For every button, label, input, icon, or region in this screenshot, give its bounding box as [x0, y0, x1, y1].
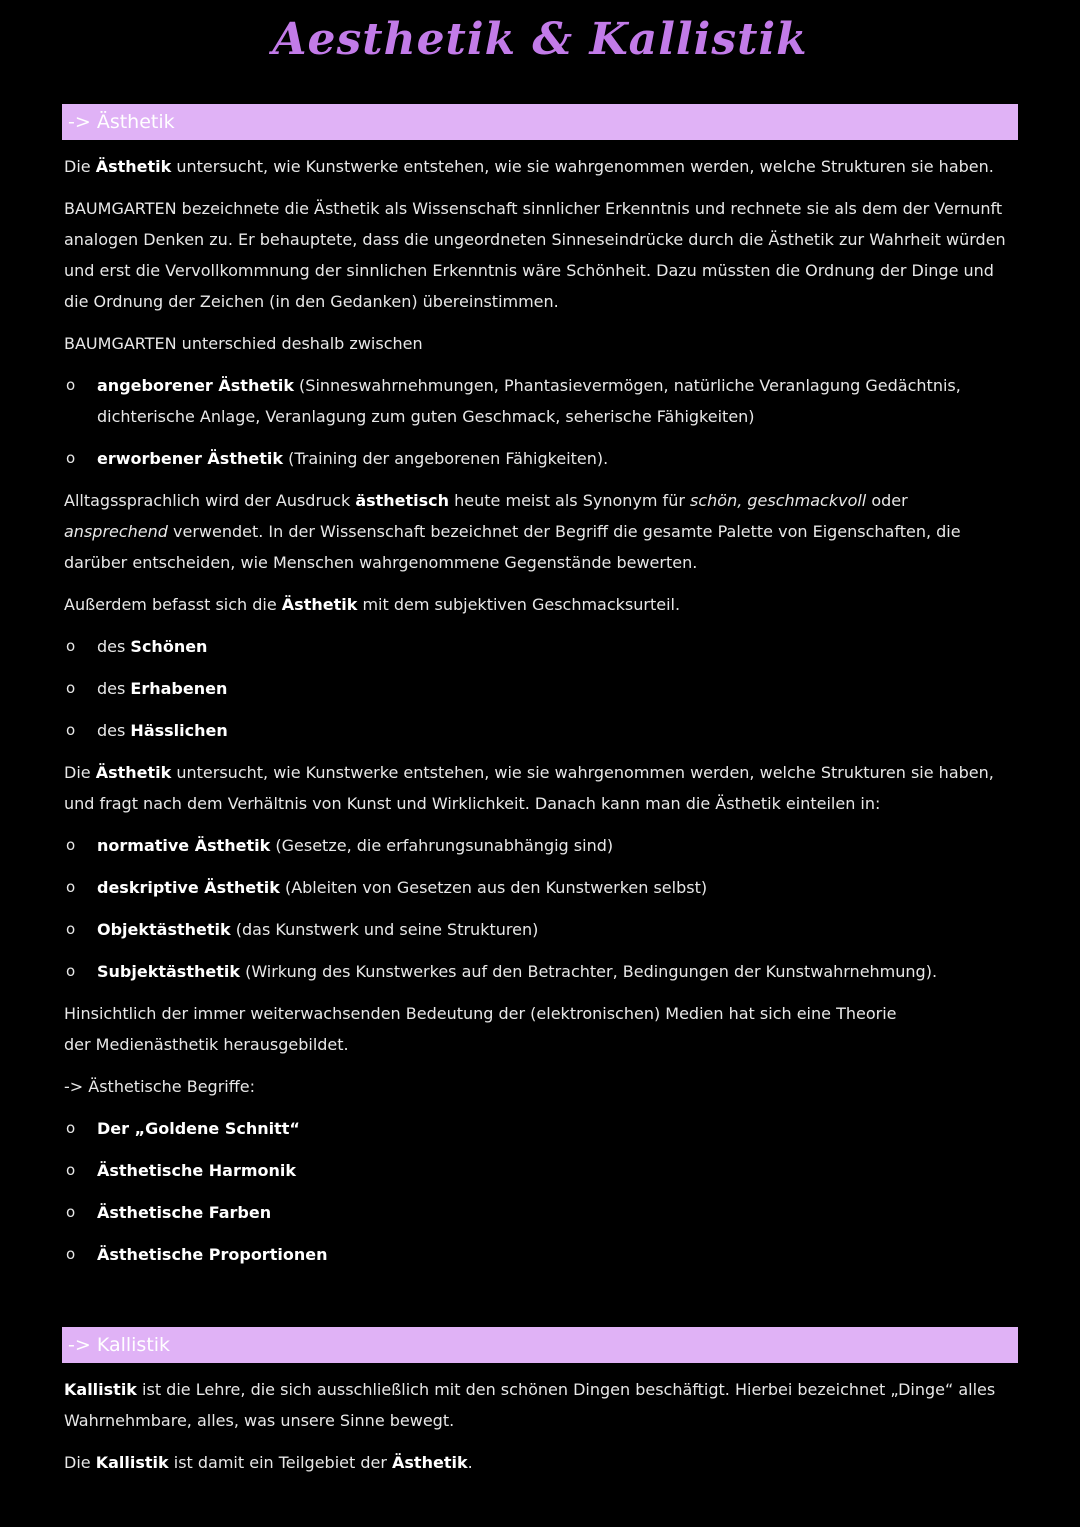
- section-body-aesthetik: [64, 151, 1009, 1281]
- term: Ästhetische Farben: [97, 1203, 272, 1222]
- text: untersucht, wie Kunstwerke entstehen, wie sie wahrgenommen werden, welche Strukturen sie haben.: [171, 157, 994, 176]
- text: Die: [64, 157, 96, 176]
- paragraph-baumgarten: BAUMGARTEN bezeichnete die Ästhetik als Wissenschaft sinnlicher Erkenntnis und rechnete sie als dem der Vernunft analogen Denken zu. Er behauptete, dass die ungeordneten Sinneseindrücke durch die Ästhetik zur Wahrheit würden und erst die Vervollkommnung der sinnlichen Erkenntnis wäre Schönheit. Dazu müssten die Ordnung der Dinge und die Ordnung der Zeichen (in den Gedanken) übereinstimmen.: [64, 199, 1006, 311]
- text: (Training der angeborenen Fähigkeiten).: [282, 449, 609, 468]
- bullet-icon: o: [66, 1203, 76, 1221]
- term-kallistik: Kallistik: [95, 1453, 169, 1472]
- text: ist damit ein Teilgebiet der: [168, 1453, 393, 1472]
- term: Erhabenen: [130, 679, 228, 698]
- list-aesthetik-arten: [64, 830, 1009, 987]
- term-aesthetik: Ästhetik: [392, 1453, 468, 1472]
- list-item: [64, 872, 1009, 903]
- bullet-icon: o: [66, 878, 76, 896]
- term: normative Ästhetik: [97, 836, 271, 855]
- term-kallistik: Kallistik: [64, 1380, 137, 1399]
- list-baumgarten-types: [64, 370, 1009, 474]
- term: angeborener Ästhetik: [97, 376, 294, 395]
- text: heute meist als Synonym für: [449, 491, 690, 510]
- paragraph-kallistik-definition: [64, 1374, 1009, 1436]
- paragraph-definition: [64, 151, 1009, 182]
- bullet-icon: o: [66, 1245, 76, 1263]
- term: erworbener Ästhetik: [97, 449, 283, 468]
- section-header-kallistik: -> Kallistik: [62, 1327, 1018, 1363]
- section-body-kallistik: [64, 1374, 1009, 1489]
- term: ästhetisch: [355, 491, 450, 510]
- text: (Sinneswahrnehmungen, Phantasievermögen, natürliche Veranlagung Gedächtnis, dichterische Anlage, Veranlagung zum guten Geschmack, seherische Fähigkeiten): [97, 376, 961, 426]
- list-item: [64, 673, 1009, 704]
- bullet-icon: o: [66, 449, 76, 467]
- list-item: [64, 914, 1009, 945]
- bullet-icon: o: [66, 721, 76, 739]
- list-item: [64, 956, 1009, 987]
- bullet-icon: o: [66, 836, 76, 854]
- term: Ästhetik: [281, 595, 358, 614]
- list-item: [64, 715, 1009, 746]
- paragraph-baumgarten-distinction: BAUMGARTEN unterschied deshalb zwischen: [64, 334, 423, 353]
- term: Subjektästhetik: [97, 962, 240, 981]
- paragraph-kallistik-teilgebiet: [64, 1447, 1009, 1478]
- term: Der „Goldene Schnitt“: [97, 1119, 300, 1138]
- text: (Ableiten von Gesetzen aus den Kunstwerken selbst): [279, 878, 708, 897]
- term: Hässlichen: [130, 721, 228, 740]
- text: Die: [64, 1453, 96, 1472]
- text: (Gesetze, die erfahrungsunabhängig sind): [270, 836, 614, 855]
- text: des: [97, 721, 131, 740]
- term: Objektästhetik: [97, 920, 231, 939]
- term: Ästhetische Harmonik: [97, 1161, 297, 1180]
- italic-text: schön, geschmackvoll: [690, 491, 867, 510]
- text: ist die Lehre, die sich ausschließlich mit den schönen Dingen beschäftigt. Hierbei bezeichnet „Dinge“ alles Wahrnehmbare, alles, was unsere Sinne bewegt.: [64, 1380, 996, 1430]
- text: verwendet. In der Wissenschaft bezeichnet der Begriff die gesamte Palette von Eigenschaften, die darüber entscheiden, wie Menschen wahrgenommene Gegenstände bewerten.: [64, 522, 961, 572]
- list-item: [64, 1155, 1009, 1186]
- bullet-icon: o: [66, 1119, 76, 1137]
- text: des: [97, 637, 131, 656]
- bullet-icon: o: [66, 637, 76, 655]
- term: Schönen: [130, 637, 208, 656]
- text: Alltagssprachlich wird der Ausdruck: [64, 491, 356, 510]
- text: mit dem subjektiven Geschmacksurteil.: [357, 595, 681, 614]
- bullet-icon: o: [66, 376, 76, 394]
- list-item: [64, 1239, 1009, 1270]
- list-item: [64, 830, 1009, 861]
- list-geschmack: [64, 631, 1009, 746]
- text: (Wirkung des Kunstwerkes auf den Betrachter, Bedingungen der Kunstwahrnehmung).: [239, 962, 938, 981]
- term-aesthetik: Ästhetik: [95, 157, 172, 176]
- term: deskriptive Ästhetik: [97, 878, 280, 897]
- term: Ästhetische Proportionen: [97, 1245, 328, 1264]
- bullet-icon: o: [66, 920, 76, 938]
- term: Ästhetik: [95, 763, 172, 782]
- bullet-icon: o: [66, 962, 76, 980]
- paragraph-medienaesthetik: [64, 998, 1009, 1060]
- text: Die: [64, 763, 96, 782]
- text: der Medienästhetik herausgebildet.: [64, 1035, 349, 1054]
- text: Hinsichtlich der immer weiterwachsenden Bedeutung der (elektronischen) Medien hat sich eine Theorie: [64, 1004, 897, 1023]
- paragraph-geschmacksurteil: [64, 589, 1009, 620]
- list-begriffe: [64, 1113, 1009, 1270]
- bullet-icon: o: [66, 679, 76, 697]
- paragraph-alltagssprachlich: [64, 485, 1009, 578]
- paragraph-begriffe-heading: -> Ästhetische Begriffe:: [64, 1077, 255, 1096]
- list-item: [64, 1197, 1009, 1228]
- list-item: [64, 370, 1009, 432]
- italic-text: ansprechend: [64, 522, 168, 541]
- text: des: [97, 679, 131, 698]
- paragraph-einteilung: [64, 757, 1009, 819]
- text: .: [467, 1453, 473, 1472]
- bullet-icon: o: [66, 1161, 76, 1179]
- text: untersucht, wie Kunstwerke entstehen, wie sie wahrgenommen werden, welche Strukturen sie haben, und fragt nach dem Verhältnis von Kunst und Wirklichkeit. Danach kann man die Ästhetik einteilen in:: [64, 763, 994, 813]
- page-title: Aesthetik & Kallistik: [272, 14, 808, 65]
- text: Außerdem befasst sich die: [64, 595, 282, 614]
- text: oder: [866, 491, 908, 510]
- list-item: [64, 1113, 1009, 1144]
- list-item: [64, 631, 1009, 662]
- list-item: [64, 443, 1009, 474]
- text: (das Kunstwerk und seine Strukturen): [230, 920, 539, 939]
- section-header-aesthetik: -> Ästhetik: [62, 104, 1018, 140]
